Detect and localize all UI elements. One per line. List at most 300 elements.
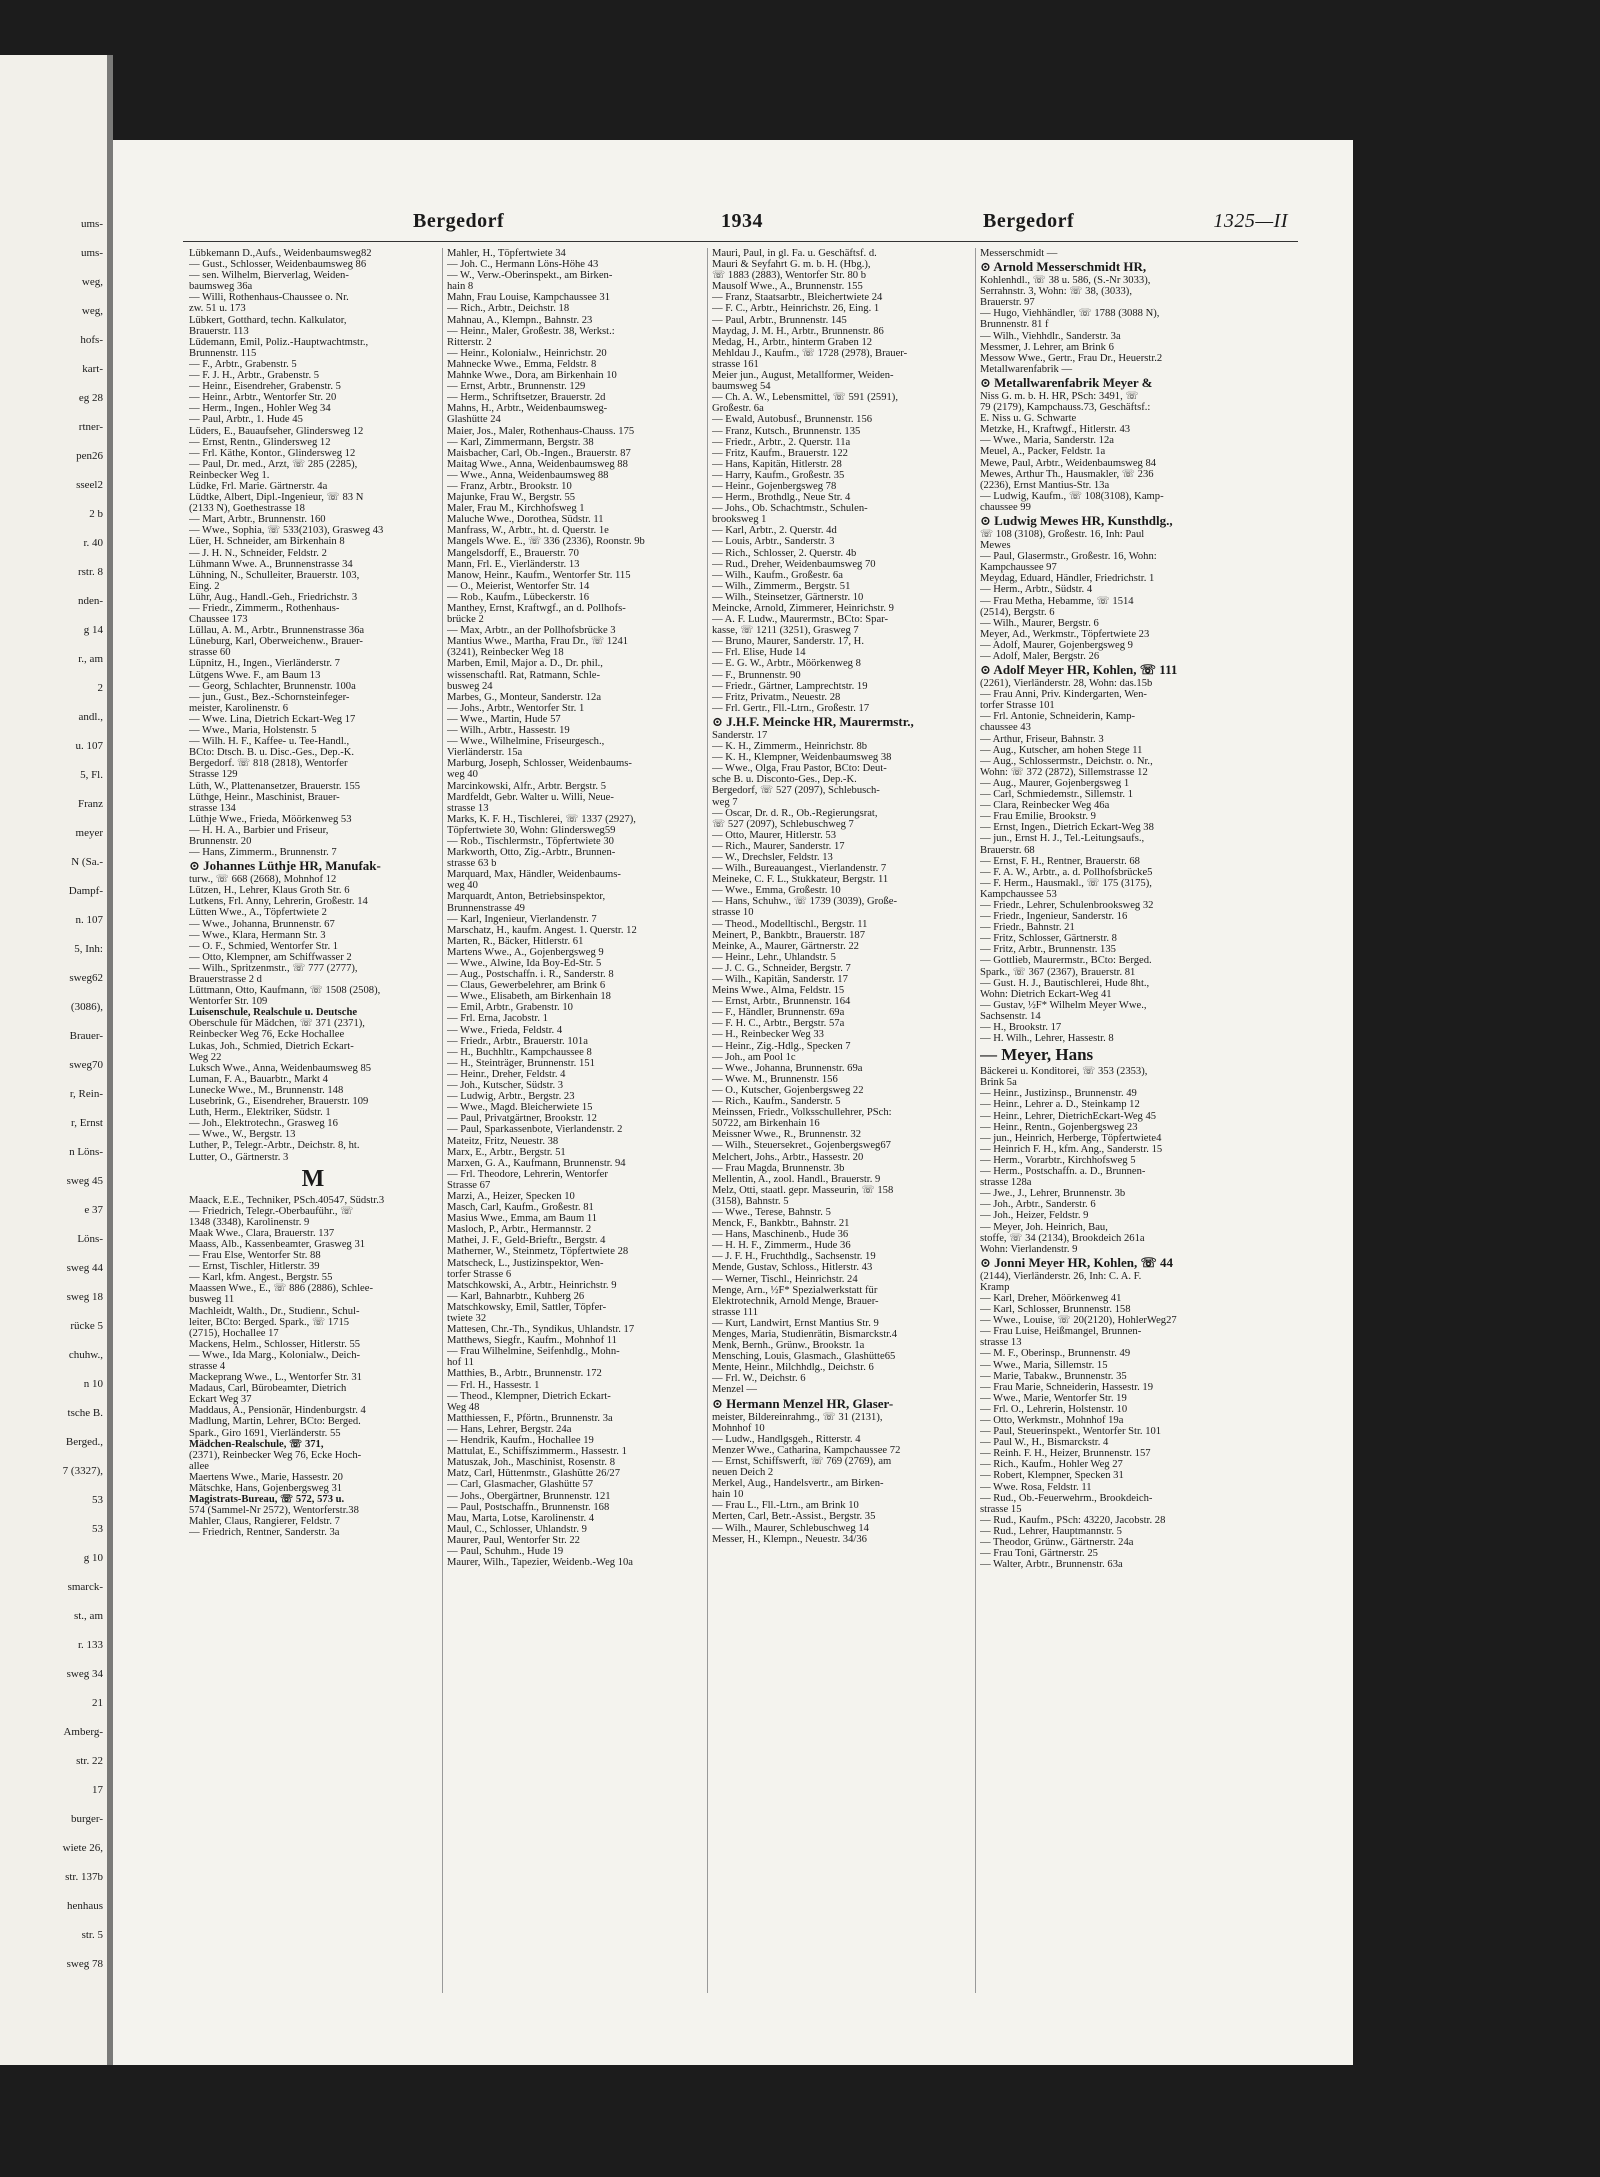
directory-entry-line: ⊙ J.H.F. Meincke HR, Maurermstr., — [712, 713, 914, 729]
directory-entry-line: Meincke, Arnold, Zimmerer, Heinrichstr. 9 — [712, 603, 894, 614]
directory-entry-line: Bergedorf. ☏ 818 (2818), Wentorfer — [189, 758, 348, 770]
directory-entry-line: Kohlenhdl., ☏ 38 u. 586, (S.-Nr 3033), — [980, 275, 1151, 287]
left-page-fragment: tsche B. — [67, 1407, 103, 1419]
directory-entry-line: Meins Wwe., Alma, Feldstr. 15 — [712, 985, 845, 997]
directory-entry-line: — F., Händler, Brunnenstr. 69a — [712, 1007, 845, 1019]
left-page-fragment: sweg 45 — [66, 1175, 103, 1187]
directory-entry-line: Brauerstr. 113 — [189, 325, 249, 337]
directory-entry-line: — Friedr., Zimmerm., Rothenhaus- — [189, 603, 340, 614]
directory-entry-line: hain 8 — [447, 281, 474, 293]
directory-entry-line: Brauerstr. 97 — [980, 297, 1035, 309]
directory-entry-line: Luther, P., Telegr.-Arbtr., Deichstr. 8, ht. — [189, 1140, 360, 1152]
directory-entry-line: — Wwe., Ida Marg., Kolonialw., Deich- — [189, 1349, 361, 1361]
directory-entry-line: busweg 24 — [447, 680, 493, 692]
directory-entry-line: Ritterstr. 2 — [447, 336, 492, 348]
directory-entry-line: Mahnecke Wwe., Emma, Feldstr. 8 — [447, 358, 597, 370]
directory-entry-line: — Hans, Zimmerm., Brunnenstr. 7 — [189, 847, 337, 859]
directory-entry-line: — Paul, Arbtr., 1. Hude 45 — [189, 414, 303, 426]
directory-entry-line: — Hendrik, Kaufm., Hochallee 19 — [447, 1435, 594, 1447]
directory-entry-line: Mende, Gustav, Schloss., Hitlerstr. 43 — [712, 1262, 873, 1274]
left-page-fragment: 53 — [92, 1523, 103, 1535]
directory-entry-line: Menzer Wwe., Catharina, Kampchaussee 72 — [712, 1444, 901, 1456]
left-page-fragment: st., am — [73, 1610, 103, 1622]
directory-entry-line: Brunnenstrasse 49 — [447, 902, 525, 914]
directory-entry-line: Meier jun., August, Metallformer, Weiden- — [712, 370, 894, 382]
directory-entry-line: — Hans, Kapitän, Hitlerstr. 28 — [712, 458, 842, 470]
directory-entry-line: — Theod., Modelltischl., Bergstr. 11 — [712, 918, 868, 930]
directory-entry-line: — Mart, Arbtr., Brunnenstr. 160 — [189, 514, 326, 526]
directory-entry-line: Mann, Frl. E., Vierländerstr. 13 — [447, 558, 580, 570]
directory-entry-line: — Frau Wilhelmine, Seifenhdlg., Mohn- — [447, 1346, 620, 1358]
directory-entry-line: — Franz, Kutsch., Brunnenstr. 135 — [712, 425, 861, 437]
directory-entry-line: Lütgens Wwe. F., am Baum 13 — [189, 669, 321, 681]
left-page-fragment: str. 22 — [76, 1755, 103, 1767]
directory-entry-line: — Ernst, F. H., Rentner, Brauerstr. 68 — [980, 855, 1140, 867]
left-page-fragment: str. 5 — [81, 1929, 103, 1941]
directory-entry-line: — Karl, kfm. Angest., Bergstr. 55 — [189, 1272, 333, 1284]
directory-entry-line: Spark., ☏ 367 (2367), Brauerstr. 81 — [980, 966, 1136, 978]
left-page-fragment: weg, — [81, 276, 103, 288]
directory-entry-line: — Wwe., Louise, ☏ 20(2120), HohlerWeg27 — [980, 1315, 1177, 1327]
directory-entry-line: Marcinkowski, Alfr., Arbtr. Bergstr. 5 — [447, 780, 606, 792]
left-page-fragment: hofs- — [80, 334, 103, 346]
directory-entry-line: — Frau Luise, Heißmangel, Brunnen- — [980, 1326, 1142, 1338]
directory-entry-line: — Heinr., Lehrer, DietrichEckart-Weg 45 — [980, 1110, 1157, 1122]
directory-entry-line: — Hans, Lehrer, Bergstr. 24a — [447, 1423, 572, 1435]
directory-entry-line: — Wwe., Alwine, Ida Boy-Ed-Str. 5 — [447, 958, 602, 969]
left-page-fragment: (3086), — [70, 1001, 103, 1013]
directory-entry-line: Mattesen, Chr.-Th., Syndikus, Uhlandstr. 17 — [447, 1324, 635, 1336]
directory-entry-line: Mackens, Helm., Schlosser, Hitlerstr. 55 — [189, 1338, 361, 1350]
directory-entry-line: — Heinr., Zig.-Hdlg., Specken 7 — [712, 1040, 851, 1052]
directory-entry-line: Mahnau, A., Klempn., Bahnstr. 23 — [447, 314, 593, 326]
directory-entry-line: Meuel, A., Packer, Feldstr. 1a — [980, 446, 1106, 458]
directory-entry-line: — Franz, Arbtr., Brookstr. 10 — [447, 480, 572, 492]
directory-entry-line: Marx, E., Arbtr., Bergstr. 51 — [447, 1146, 566, 1158]
directory-entry-line: — Wwe., W., Bergstr. 13 — [189, 1129, 296, 1141]
directory-entry-line: Weg 22 — [189, 1051, 222, 1063]
directory-entry-line: Lüpnitz, H., Ingen., Vierländerstr. 7 — [189, 658, 340, 670]
directory-entry-line: Sanderstr. 17 — [712, 729, 768, 741]
directory-entry-line: (2715), Hochallee 17 — [189, 1327, 279, 1339]
directory-entry-line: Mahns, H., Arbtr., Weidenbaumsweg- — [447, 403, 608, 415]
header-place-right: Bergedorf — [983, 210, 1075, 232]
left-page-fragment: henhaus — [66, 1900, 103, 1912]
directory-entry-line: Kampchaussee 53 — [980, 888, 1057, 900]
directory-entry-line: weg 40 — [447, 769, 478, 781]
left-page-fragment: 53 — [92, 1494, 103, 1506]
left-page-fragment: burger- — [71, 1813, 103, 1825]
directory-entry-line: — H., Buchhltr., Kampchaussee 8 — [447, 1046, 592, 1058]
directory-entry-line: Marburg, Joseph, Schlosser, Weidenbaums- — [447, 758, 632, 770]
directory-entry-line: — Joh., Elektrotechn., Grasweg 16 — [189, 1118, 338, 1130]
directory-entry-line: ⊙ Metallwarenfabrik Meyer & — [980, 374, 1153, 390]
header-rule — [183, 241, 1298, 242]
directory-entry-line: baumsweg 54 — [712, 381, 771, 393]
directory-entry-line: — Herm., Postschaffn. a. D., Brunnen- — [980, 1166, 1146, 1178]
directory-entry-line: Bergedorf, ☏ 527 (2097), Schlebusch- — [712, 785, 880, 797]
left-page-fragment: 21 — [92, 1697, 103, 1709]
directory-entry-line: Serrahnstr. 3, Wohn: ☏ 38, (3033), — [980, 286, 1132, 298]
directory-entry-line: — Frl. Gertr., Fll.-Ltrn., Großestr. 17 — [712, 702, 870, 714]
directory-entry-line: Mathei, J. F., Geld-Brieftr., Bergstr. 4 — [447, 1235, 606, 1247]
directory-entry-line: — Aug., Postschaffn. i. R., Sanderstr. 8 — [447, 969, 614, 981]
directory-entry-line: Mehldau J., Kaufm., ☏ 1728 (2978), Brauer- — [712, 347, 908, 359]
directory-entry-line: — Kurt, Landwirt, Ernst Mantius Str. 9 — [712, 1317, 879, 1329]
directory-entry-line: — Ewald, Autobusf., Brunnenstr. 156 — [712, 414, 873, 426]
directory-entry-line: Maul, C., Schlosser, Uhlandstr. 9 — [447, 1523, 587, 1535]
directory-entry-line: — Ernst, Arbtr., Brunnenstr. 129 — [447, 381, 586, 393]
directory-entry-line: — Rich., Arbtr., Deichstr. 18 — [447, 303, 570, 315]
directory-entry-line: kasse, ☏ 1211 (3251), Grasweg 7 — [712, 625, 859, 637]
directory-entry-line: — F. J. H., Arbtr., Grabenstr. 5 — [189, 370, 320, 382]
directory-entry-line: — Wilh., Steuersekret., Gojenbergsweg67 — [712, 1140, 891, 1152]
directory-entry-line: Maurer, Paul, Wentorfer Str. 22 — [447, 1534, 580, 1546]
left-page-fragment: Amberg- — [63, 1726, 103, 1738]
directory-entry-line: Strasse 129 — [189, 769, 238, 781]
directory-entry-line: (2514), Bergstr. 6 — [980, 606, 1055, 618]
column-1 — [189, 248, 437, 1993]
directory-entry-line: Mahler, Claus, Rangierer, Feldstr. 7 — [189, 1516, 340, 1528]
directory-entry-line: — Clara, Reinbecker Weg 46a — [980, 800, 1110, 812]
directory-entry-line: Medag, H., Arbtr., hinterm Graben 12 — [712, 336, 873, 348]
directory-entry-line: (3241), Reinbecker Weg 18 — [447, 647, 564, 659]
directory-entry-line: Lutkens, Frl. Anny, Lehrerin, Großestr. 14 — [189, 896, 368, 908]
left-page-fragment: Brauer- — [69, 1030, 103, 1042]
directory-entry-line: — Johs., Obergärtner, Brunnenstr. 121 — [447, 1490, 611, 1502]
directory-entry-line: — Frl. W., Deichstr. 6 — [712, 1373, 806, 1385]
left-page-fragment: pen26 — [76, 450, 103, 462]
directory-entry-line: Lüthge, Heinr., Maschinist, Brauer- — [189, 791, 340, 803]
directory-entry-line: — Paul W., H., Bismarckstr. 4 — [980, 1437, 1109, 1449]
directory-entry-line: Lütten Wwe., A., Töpfertwiete 2 — [189, 907, 327, 919]
directory-entry-line: — Karl, Arbtr., 2. Querstr. 4d — [712, 525, 837, 537]
directory-entry-line: — Herm., Arbtr., Südstr. 4 — [980, 584, 1093, 596]
directory-entry-line: — Robert, Klempner, Specken 31 — [980, 1470, 1124, 1482]
left-page-fragment: Berged., — [65, 1436, 103, 1448]
directory-entry-line: — Karl, Bahnarbtr., Kuhberg 26 — [447, 1290, 585, 1302]
directory-entry-line: Marten, R., Bäcker, Hitlerstr. 61 — [447, 935, 584, 947]
directory-entry-line: Manthey, Ernst, Kraftwgf., an d. Pollhofs- — [447, 603, 626, 614]
directory-entry-line: Elektrotechnik, Arnold Menge, Brauer- — [712, 1295, 879, 1307]
directory-entry-line: Metzke, H., Kraftwgf., Hitlerstr. 43 — [980, 424, 1131, 436]
directory-entry-line: twiete 32 — [447, 1313, 487, 1324]
directory-entry-line: — Wwe., Olga, Frau Pastor, BCto: Deut- — [712, 763, 887, 775]
directory-entry-line: sche B. u. Disconto-Ges., Dep.-K. — [712, 774, 857, 786]
directory-entry-line: — Herm., Ingen., Hohler Weg 34 — [189, 403, 331, 415]
directory-entry-line: Mahnke Wwe., Dora, am Birkenhain 10 — [447, 370, 617, 382]
directory-entry-line: Lühning, N., Schulleiter, Brauerstr. 103, — [189, 569, 360, 581]
directory-entry-line: ⊙ Ludwig Mewes HR, Kunsthdlg., — [980, 512, 1173, 528]
directory-entry-line: chaussee 43 — [980, 722, 1031, 734]
directory-entry-line: Maak Wwe., Clara, Brauerstr. 137 — [189, 1227, 335, 1239]
directory-entry-line: Lüer, H. Schneider, am Birkenhain 8 — [189, 536, 345, 548]
left-page-fragment: sweg 78 — [66, 1958, 103, 1970]
left-page-fragment: n. 107 — [75, 914, 103, 926]
directory-entry-line: torfer Strasse 101 — [980, 700, 1055, 712]
directory-entry-line: — Frau L., Fll.-Ltrn., am Brink 10 — [712, 1500, 859, 1512]
directory-entry-line: Lutter, O., Gärtnerstr. 3 — [189, 1151, 289, 1163]
directory-entry-line: Merkel, Aug., Handelsvertr., am Birken- — [712, 1478, 884, 1490]
directory-entry-line: Kampchaussee 97 — [980, 562, 1057, 574]
directory-entry-line: — Karl, Schlosser, Brunnenstr. 158 — [980, 1304, 1131, 1316]
directory-entry-line: Maier, Jos., Maler, Rothenhaus-Chauss. 175 — [447, 425, 635, 437]
left-page-fragment: g 14 — [83, 624, 103, 636]
directory-entry-line: — Wilh., Arbtr., Hassestr. 19 — [447, 725, 570, 737]
directory-entry-line: Lüdtke, Albert, Dipl.-Ingenieur, ☏ 83 N — [189, 492, 364, 504]
directory-entry-line: — H. H. F., Zimmerm., Hude 36 — [712, 1240, 851, 1252]
directory-entry-line: — Wwe. Rosa, Feldstr. 11 — [980, 1481, 1092, 1493]
directory-entry-line: — E. G. W., Arbtr., Möörkenweg 8 — [712, 658, 861, 670]
directory-entry-line: Mensching, Louis, Glasmach., Glashütte65 — [712, 1351, 896, 1363]
directory-entry-line: Mahn, Frau Louise, Kampchaussee 31 — [447, 292, 610, 304]
directory-entry-line: ☏ 1883 (2883), Wentorfer Str. 80 b — [712, 270, 867, 282]
directory-entry-line: Metallwarenfabrik — — [980, 363, 1073, 375]
directory-entry-line: — Wwe. M., Brunnenstr. 156 — [712, 1073, 838, 1085]
directory-entry-line: strasse 4 — [189, 1361, 226, 1372]
directory-entry-line: — Herm., Schriftsetzer, Brauerstr. 2d — [447, 392, 606, 404]
directory-entry-line: Lübkert, Gotthard, techn. Kalkulator, — [189, 314, 347, 326]
directory-entry-line: — Johs., Ob. Schachtmstr., Schulen- — [712, 503, 868, 515]
directory-entry-line: Messer, H., Klempn., Neuestr. 34/36 — [712, 1533, 867, 1545]
directory-entry-line: Brunnenstr. 81 f — [980, 319, 1049, 331]
directory-entry-line: — Friedr., Arbtr., 2. Querstr. 11a — [712, 436, 851, 448]
directory-entry-line: — Claus, Gewerbelehrer, am Brink 6 — [447, 980, 606, 992]
directory-entry-line: weg 40 — [447, 880, 478, 892]
directory-entry-line: Maydag, J. M. H., Arbtr., Brunnenstr. 86 — [712, 325, 884, 337]
directory-entry-line: — K. H., Zimmerm., Heinrichstr. 8b — [712, 741, 868, 753]
directory-entry-line: — Rud., Kaufm., PSch: 43220, Jacobstr. 28 — [980, 1514, 1166, 1526]
directory-entry-line: neuen Deich 2 — [712, 1467, 774, 1479]
directory-entry-line: — Frau Metha, Hebamme, ☏ 1514 — [980, 595, 1134, 607]
directory-entry-line: strasse 13 — [447, 802, 489, 814]
left-page-fragment: eg 28 — [78, 392, 103, 404]
directory-entry-line: — Joh. C., Hermann Löns-Höhe 43 — [447, 259, 599, 271]
directory-entry-line: Brink 5a — [980, 1077, 1017, 1089]
directory-entry-line: — sen. Wilhelm, Bierverlag, Weiden- — [189, 270, 349, 282]
directory-entry-line: Reinbecker Weg 1. — [189, 469, 270, 481]
directory-entry-line: 1348 (3348), Karolinenstr. 9 — [189, 1216, 310, 1228]
directory-entry-line: Lühmann Wwe. A., Brunnenstrasse 34 — [189, 558, 353, 570]
directory-entry-line: weg 7 — [712, 796, 738, 808]
directory-entry-line: — Wilh., Steinsetzer, Gärtnerstr. 10 — [712, 591, 864, 603]
directory-entry-line: — Frau Anni, Priv. Kindergarten, Wen- — [980, 689, 1147, 701]
directory-entry-line: — Wilh., Kaufm., Großestr. 6a — [712, 569, 843, 581]
directory-entry-line: — Karl, Ingenieur, Vierlandenstr. 7 — [447, 913, 597, 925]
directory-entry-line: chaussee 99 — [980, 501, 1031, 513]
directory-entry-line: — Rich., Kaufm., Hohler Weg 27 — [980, 1459, 1123, 1471]
left-page-fragment: u. 107 — [75, 740, 103, 752]
directory-entry-line: Strasse 67 — [447, 1179, 491, 1191]
directory-entry-line: Sachsenstr. 14 — [980, 1010, 1041, 1022]
directory-entry-line: — Wilh., Maurer, Schlebuschweg 14 — [712, 1522, 869, 1534]
directory-entry-line: wissenschaftl. Rat, Ratmann, Schle- — [447, 669, 600, 681]
directory-entry-line: Mewe, Paul, Arbtr., Weidenbaumsweg 84 — [980, 457, 1157, 469]
directory-entry-line: Lühr, Aug., Handl.-Geh., Friedrichstr. 3 — [189, 591, 358, 603]
directory-entry-line: — Friedrich, Telegr.-Oberbauführ., ☏ — [189, 1205, 354, 1217]
directory-entry-line: Spark., Giro 1691, Vierländerstr. 55 — [189, 1427, 341, 1439]
directory-entry-line: Maitag Wwe., Anna, Weidenbaumsweg 88 — [447, 458, 628, 470]
directory-entry-line: Lüdemann, Emil, Poliz.-Hauptwachtmstr., — [189, 336, 369, 348]
directory-entry-line: — Paul, Privatgärtner, Brookstr. 12 — [447, 1113, 597, 1125]
directory-entry-line: — M. F., Oberinsp., Brunnenstr. 49 — [980, 1348, 1131, 1360]
left-page-fragment: r. 133 — [77, 1639, 103, 1651]
directory-entry-line: Messerschmidt — — [980, 248, 1058, 259]
directory-entry-line: — Frau Else, Wentorfer Str. 88 — [189, 1250, 321, 1262]
left-page-fragment: 2 b — [89, 508, 103, 520]
directory-entry-line: Mauri & Seyfahrt G. m. b. H. (Hbg.), — [712, 259, 871, 271]
directory-entry-line: — Ernst, Tischler, Hitlerstr. 39 — [189, 1261, 320, 1273]
directory-entry-line: — W., Drechsler, Feldstr. 13 — [712, 851, 833, 863]
directory-entry-line: — Wilh., Kapitän, Sanderstr. 17 — [712, 974, 848, 985]
directory-entry-line: Lüttmann, Otto, Kaufmann, ☏ 1508 (2508), — [189, 985, 381, 997]
directory-entry-line: strasse 10 — [712, 907, 754, 919]
directory-entry-line: Meydag, Eduard, Händler, Friedrichstr. 1 — [980, 573, 1155, 585]
directory-entry-line: strasse 161 — [712, 358, 759, 370]
directory-entry-line: Luksch Wwe., Anna, Weidenbaumsweg 85 — [189, 1062, 372, 1074]
directory-entry-line: — Friedr., Gärtner, Lamprechtstr. 19 — [712, 680, 868, 692]
directory-entry-line: Mätschke, Hans, Gojenbergsweg 31 — [189, 1483, 343, 1495]
column-divider — [707, 248, 708, 1993]
directory-entry-line: — H. Wilh., Lehrer, Hassestr. 8 — [980, 1033, 1114, 1045]
directory-entry-line: — Rob., Tischlermstr., Töpfertwiete 30 — [447, 835, 614, 847]
directory-entry-line: — Walter, Arbtr., Brunnenstr. 63a — [980, 1559, 1123, 1571]
directory-entry-line: — Theod., Klempner, Dietrich Eckart- — [447, 1390, 611, 1402]
directory-entry-line: — Karl, Dreher, Möörkenweg 41 — [980, 1292, 1122, 1304]
directory-entry-line: — Paul, Postschaffn., Brunnenstr. 168 — [447, 1501, 610, 1513]
directory-entry-line: meister, Karolinenstr. 6 — [189, 702, 289, 714]
directory-entry-line: Glashütte 24 — [447, 414, 501, 426]
left-page-fragment: ums- — [81, 247, 103, 259]
left-page-edge — [0, 55, 107, 2065]
directory-entry-line: Mausolf Wwe., A., Brunnenstr. 155 — [712, 281, 863, 293]
left-page-fragment: sweg 18 — [66, 1291, 103, 1303]
directory-entry-line: Meissner Wwe., R., Brunnenstr. 32 — [712, 1129, 861, 1141]
directory-entry-line: Maddaus, A., Pensionär, Hindenburgstr. 4 — [189, 1405, 366, 1417]
directory-entry-line: ⊙ Adolf Meyer HR, Kohlen, ☏ 111 — [980, 662, 1178, 678]
directory-entry-line: — O., Meierist, Wentorfer Str. 14 — [447, 580, 590, 592]
directory-entry-line: — Heinr., Dreher, Feldstr. 4 — [447, 1068, 566, 1080]
directory-entry-line: Marquardt, Anton, Betriebsinspektor, — [447, 891, 606, 903]
left-page-fragment: Dampf- — [68, 885, 103, 897]
directory-entry-line: — Rud., Ob.-Feuerwehrm., Brookdeich- — [980, 1492, 1153, 1504]
directory-entry-line: — Aug., Kutscher, am hohen Stege 11 — [980, 744, 1143, 756]
directory-entry-line: Reinbecker Weg 76, Ecke Hochallee — [189, 1029, 345, 1041]
directory-entry-line: Wohn: Dietrich Eckart-Weg 41 — [980, 988, 1112, 1000]
directory-entry-line: — Frl. Erna, Jacobstr. 1 — [447, 1013, 548, 1025]
directory-entry-line: Weg 48 — [447, 1401, 480, 1413]
directory-entry-line: — Carl, Schmiedemstr., Sillemstr. 1 — [980, 789, 1134, 801]
directory-entry-line: Mahler, H., Töpfertwiete 34 — [447, 248, 566, 259]
directory-entry-line: Masloch, P., Arbtr., Hermannstr. 2 — [447, 1224, 592, 1236]
column-divider — [442, 248, 443, 1993]
directory-entry-line: Meinke, A., Maurer, Gärtnerstr. 22 — [712, 940, 859, 952]
directory-entry-line: — jun., Ernst H. J., Tel.-Leitungsaufs., — [980, 833, 1145, 845]
directory-entry-line: Eing. 2 — [189, 580, 220, 592]
directory-entry-line: Manfrass, W., Arbtr., ht. d. Querstr. 1e — [447, 525, 609, 537]
directory-entry-line: — J. C. G., Schneider, Bergstr. 7 — [712, 962, 851, 974]
left-page-fragment: smarck- — [67, 1581, 103, 1593]
directory-entry-line: Eckart Weg 37 — [189, 1394, 252, 1406]
directory-entry-line: — Gust. H. J., Bautischlerei, Hude 8ht., — [980, 977, 1150, 989]
directory-entry-line: Matschkowsky, Emil, Sattler, Töpfer- — [447, 1301, 607, 1313]
directory-entry-line: Maassen Wwe., E., ☏ 886 (2886), Schlee- — [189, 1283, 373, 1295]
left-page-fragment: sweg 44 — [66, 1262, 103, 1274]
directory-entry-line: Mewes, Arthur Th., Hausmakler, ☏ 236 — [980, 468, 1154, 480]
directory-entry-line: — Theodor, Grünw., Gärtnerstr. 24a — [980, 1537, 1134, 1549]
left-page-fragment: ums- — [81, 218, 103, 230]
directory-entry-line: — K. H., Klempner, Weidenbaumsweg 38 — [712, 752, 892, 764]
directory-entry-line: Menck, F., Bankbtr., Bahnstr. 21 — [712, 1218, 850, 1230]
left-page-fragment: 7 (3327), — [62, 1465, 103, 1477]
directory-entry-line: Lunecke Wwe., M., Brunnenstr. 148 — [189, 1084, 344, 1096]
directory-entry-line: — jun., Heinrich, Herberge, Töpfertwiete4 — [980, 1132, 1162, 1144]
directory-entry-line: — Wilh., Spritzenmstr., ☏ 777 (2777), — [189, 962, 358, 974]
directory-entry-line: — Paul, Steuerinspekt., Wentorfer Str. 101 — [980, 1426, 1162, 1438]
directory-entry-line: ⊙ Arnold Messerschmidt HR, — [980, 259, 1147, 275]
left-page-fragment: Löns- — [77, 1233, 103, 1245]
directory-entry-line: — Wwe., Klara, Hermann Str. 3 — [189, 929, 326, 941]
directory-entry-line: — O., Kutscher, Gojenbergsweg 22 — [712, 1084, 864, 1096]
directory-entry-line: Mangels Wwe. E., ☏ 336 (2336), Roonstr. 9b — [447, 536, 645, 548]
directory-entry-line: — F. H. C., Arbtr., Bergstr. 57a — [712, 1018, 845, 1030]
directory-entry-line: Mohnhof 10 — [712, 1422, 765, 1434]
directory-entry-line: Meinssen, Friedr., Volksschullehrer, PSch: — [712, 1107, 892, 1119]
directory-entry-line: Madlung, Martin, Lehrer, BCto: Berged. — [189, 1416, 361, 1428]
directory-entry-line: — Adolf, Maler, Bergstr. 26 — [980, 651, 1100, 662]
directory-entry-line: — H., Steinträger, Brunnenstr. 151 — [447, 1057, 595, 1069]
directory-entry-line: — Fritz, Kaufm., Brauerstr. 122 — [712, 447, 848, 459]
directory-entry-line: (2371), Reinbecker Weg 76, Ecke Hoch- — [189, 1449, 362, 1461]
directory-entry-line: Majunke, Frau W., Bergstr. 55 — [447, 492, 576, 504]
left-page-fragment: rtner- — [78, 421, 103, 433]
directory-entry-line: — Heinr., Arbtr., Wentorfer Str. 20 — [189, 392, 337, 404]
directory-entry-line: — Wilh., Bureauangest., Vierlandenstr. 7 — [712, 863, 887, 875]
directory-entry-line: Maluche Wwe., Dorothea, Südstr. 11 — [447, 514, 604, 526]
directory-entry-line: ☏ 527 (2097), Schlebuschweg 7 — [712, 818, 854, 830]
directory-entry-line: Mente, Heinr., Milchhdlg., Deichstr. 6 — [712, 1362, 874, 1374]
directory-entry-line: Niss G. m. b. H. HR, PSch: 3491, ☏ — [980, 390, 1139, 402]
directory-entry-line: Lusebrink, G., Eisendreher, Brauerstr. 109 — [189, 1096, 369, 1108]
directory-entry-line: Menk, Bernh., Grünw., Brookstr. 1a — [712, 1340, 865, 1352]
directory-entry-line: baumsweg 36a — [189, 281, 253, 293]
directory-entry-line: — Ernst, Arbtr., Brunnenstr. 164 — [712, 996, 851, 1008]
directory-entry-line: Lüllau, A. M., Arbtr., Brunnenstrasse 36a — [189, 625, 365, 637]
directory-entry-line: — Ludw., Handlgsgeh., Ritterstr. 4 — [712, 1433, 861, 1445]
directory-entry-line: — Arthur, Friseur, Bahnstr. 3 — [980, 733, 1104, 745]
left-page-fragment: sweg 34 — [66, 1668, 103, 1680]
directory-entry-line: Mattulat, E., Schiffszimmerm., Hassestr. 1 — [447, 1446, 627, 1458]
directory-entry-line: — Marie, Tabakw., Brunnenstr. 35 — [980, 1370, 1127, 1382]
directory-entry-line: meister, Bildereinrahmg., ☏ 31 (2131), — [712, 1411, 883, 1423]
left-page-fragment: chuhw., — [68, 1349, 103, 1361]
directory-entry-line: — Wwe., Anna, Weidenbaumsweg 88 — [447, 469, 609, 481]
directory-entry-line: Marxen, G. A., Kaufmann, Brunnenstr. 94 — [447, 1157, 626, 1169]
directory-entry-line: Mauri, Paul, in gl. Fa. u. Geschäftsf. d. — [712, 248, 877, 259]
directory-entry-line: Masius Wwe., Emma, am Baum 11 — [447, 1213, 598, 1225]
directory-entry-line: — Friedr., Bahnstr. 21 — [980, 922, 1075, 934]
directory-entry-line: — Rich., Schlosser, 2. Querstr. 4b — [712, 547, 857, 559]
directory-entry-line: — Frl. Antonie, Schneiderin, Kamp- — [980, 711, 1136, 723]
directory-entry-line: Masch, Carl, Kaufm., Großestr. 81 — [447, 1202, 594, 1214]
directory-entry-line: (2236), Ernst Mantius-Str. 13a — [980, 479, 1110, 491]
directory-entry-line: — Heinr., Lehr., Uhlandstr. 5 — [712, 951, 836, 963]
directory-entry-line: — Fritz, Schlosser, Gärtnerstr. 8 — [980, 933, 1117, 945]
directory-entry-line: — Rud., Dreher, Weidenbaumsweg 70 — [712, 558, 876, 570]
left-page-fragment: sseel2 — [76, 479, 103, 491]
directory-entry-line: — Heinr., Maler, Großestr. 38, Werkst.: — [447, 325, 615, 337]
directory-entry-line: — Herm., Brothdlg., Neue Str. 4 — [712, 492, 851, 504]
